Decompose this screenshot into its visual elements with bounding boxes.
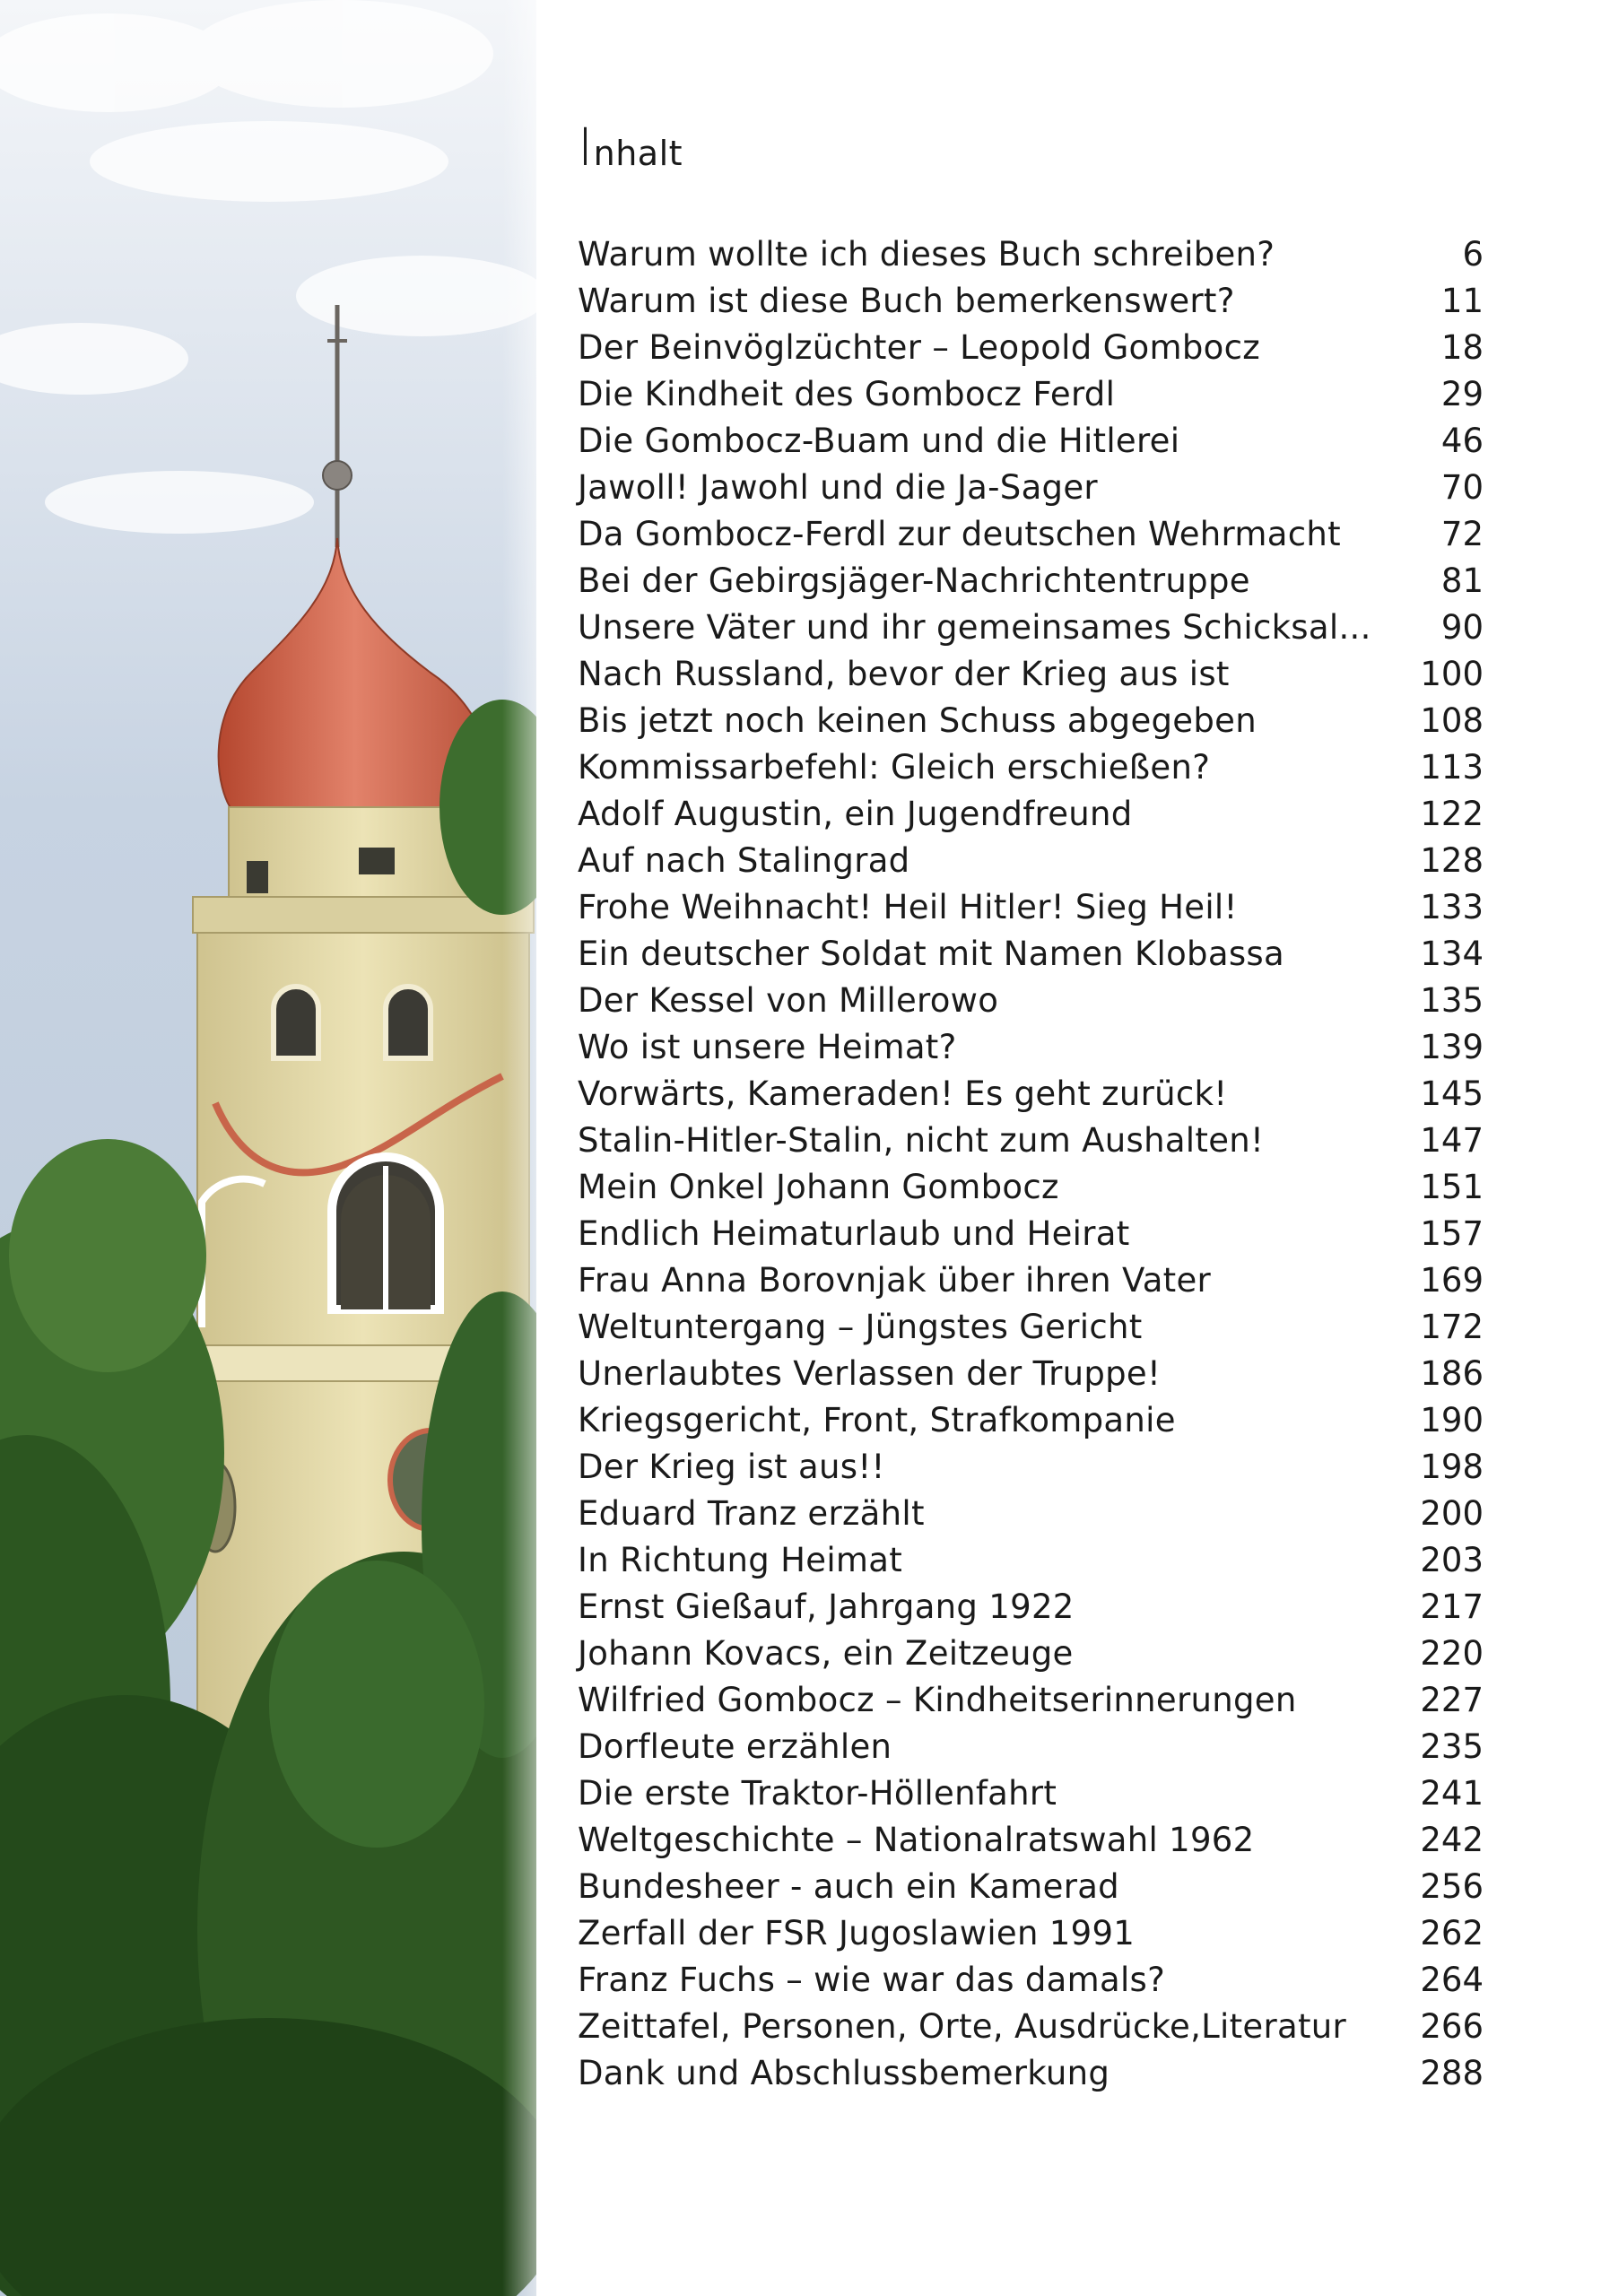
toc-entry-page: 145 [1420, 1074, 1484, 1113]
toc-entry-title: Frau Anna Borovnjak über ihren Vater [578, 1261, 1212, 1300]
toc-entry [578, 1024, 1484, 1071]
toc-entry [578, 325, 1484, 371]
toc-entry-page: 288 [1420, 2054, 1484, 2092]
toc-entry-title: Bis jetzt noch keinen Schuss abgegeben [578, 701, 1257, 740]
toc-entry-page: 169 [1420, 1261, 1484, 1300]
toc-entry [578, 231, 1484, 278]
toc-entry-title: Ein deutscher Soldat mit Namen Klobassa [578, 935, 1284, 973]
toc-entry-page: 262 [1420, 1914, 1484, 1952]
toc-entry-page: 217 [1420, 1587, 1484, 1626]
toc-entry-page: 172 [1420, 1308, 1484, 1346]
toc-entry-page: 242 [1420, 1821, 1484, 1859]
toc-entry [578, 2004, 1484, 2050]
page-title [578, 115, 1484, 179]
toc-entry-page: 203 [1420, 1541, 1484, 1579]
toc-entry [578, 1770, 1484, 1817]
toc-entry-page: 157 [1420, 1214, 1484, 1253]
toc-entry-page: 46 [1440, 422, 1484, 460]
toc-entry-page: 227 [1420, 1681, 1484, 1719]
toc-entry-page: 266 [1420, 2007, 1484, 2046]
toc-entry-title: Weltgeschichte – Nationalratswahl 1962 [578, 1821, 1255, 1859]
toc-entry-page: 122 [1420, 795, 1484, 833]
toc-entry-page: 11 [1440, 282, 1484, 320]
toc-entry [578, 978, 1484, 1024]
toc-entry-page: 100 [1420, 655, 1484, 693]
toc-entry [578, 278, 1484, 325]
toc-entry-title: Jawoll! Jawohl und die Ja-Sager [578, 468, 1098, 507]
toc-entry [578, 1864, 1484, 1910]
toc-entry-title: Unsere Väter und ihr gemeinsames Schicksal... [578, 608, 1371, 647]
toc-entry [578, 2050, 1484, 2097]
toc-entry-page: 134 [1420, 935, 1484, 973]
toc-entry-page: 70 [1440, 468, 1484, 507]
toc-entry-title: Stalin-Hitler-Stalin, nicht zum Aushalten! [578, 1121, 1265, 1160]
toc-entry [578, 1584, 1484, 1631]
toc-entry-page: 220 [1420, 1634, 1484, 1673]
toc-entry-page: 81 [1440, 561, 1484, 600]
toc-entry-title: Die erste Traktor-Höllenfahrt [578, 1774, 1057, 1813]
toc-entry [578, 1257, 1484, 1304]
toc-entry [578, 884, 1484, 931]
toc-entry [578, 838, 1484, 884]
toc-entry [578, 1677, 1484, 1724]
toc-entry-page: 198 [1420, 1448, 1484, 1486]
toc-entry-title: Bei der Gebirgsjäger-Nachrichtentruppe [578, 561, 1250, 600]
toc-entry-title: Wo ist unsere Heimat? [578, 1028, 957, 1066]
lantern-window [359, 848, 395, 874]
toc-entry-page: 135 [1420, 981, 1484, 1020]
toc-entry-title: Unerlaubtes Verlassen der Truppe! [578, 1354, 1162, 1393]
toc-entry [578, 604, 1484, 651]
toc-entry-title: Zeittafel, Personen, Orte, Ausdrücke,Literatur [578, 2007, 1347, 2046]
toc-entry [578, 1351, 1484, 1397]
toc-entry-title: Warum ist diese Buch bemerkenswert? [578, 282, 1235, 320]
toc-entry-page: 190 [1420, 1401, 1484, 1439]
church-tower-illustration [0, 0, 536, 2296]
toc-entry-title: Ernst Gießauf, Jahrgang 1922 [578, 1587, 1075, 1626]
toc-entry-page: 151 [1420, 1168, 1484, 1206]
toc-entry-page: 6 [1462, 235, 1484, 274]
toc-entry-title: Wilfried Gombocz – Kindheitserinnerungen [578, 1681, 1297, 1719]
toc-entry-page: 128 [1420, 841, 1484, 880]
toc-entry [578, 1444, 1484, 1491]
table-of-contents [578, 115, 1484, 2097]
toc-entry [578, 465, 1484, 511]
toc-entry [578, 1957, 1484, 2004]
toc-entry [578, 698, 1484, 744]
toc-entry-title: Kommissarbefehl: Gleich erschießen? [578, 748, 1211, 787]
toc-entry-title: Frohe Weihnacht! Heil Hitler! Sieg Heil! [578, 888, 1238, 926]
toc-entry [578, 1118, 1484, 1164]
toc-entry-page: 200 [1420, 1494, 1484, 1533]
toc-entry [578, 1164, 1484, 1211]
toc-entry-page: 139 [1420, 1028, 1484, 1066]
toc-entry [578, 418, 1484, 465]
toc-entry-title: Weltuntergang – Jüngstes Gericht [578, 1308, 1143, 1346]
toc-entry-title: Dorfleute erzählen [578, 1727, 892, 1766]
toc-entry [578, 1537, 1484, 1584]
toc-entry-title: In Richtung Heimat [578, 1541, 903, 1579]
toc-entry-page: 113 [1420, 748, 1484, 787]
toc-entry-page: 147 [1420, 1121, 1484, 1160]
toc-entry-title: Der Krieg ist aus!! [578, 1448, 885, 1486]
toc-entry-title: Zerfall der FSR Jugoslawien 1991 [578, 1914, 1136, 1952]
toc-entry [578, 651, 1484, 698]
toc-entry-title: Auf nach Stalingrad [578, 841, 910, 880]
toc-entry-page: 256 [1420, 1867, 1484, 1906]
toc-entry-page: 90 [1440, 608, 1484, 647]
toc-entry-title: Johann Kovacs, ein Zeitzeuge [578, 1634, 1074, 1673]
toc-entry-page: 186 [1420, 1354, 1484, 1393]
toc-entry-page: 133 [1420, 888, 1484, 926]
toc-entry-title: Endlich Heimaturlaub und Heirat [578, 1214, 1130, 1253]
toc-entry-title: Vorwärts, Kameraden! Es geht zurück! [578, 1074, 1228, 1113]
toc-entry-title: Dank und Abschlussbemerkung [578, 2054, 1110, 2092]
toc-entry-title: Nach Russland, bevor der Krieg aus ist [578, 655, 1230, 693]
toc-entry-title: Bundesheer - auch ein Kamerad [578, 1867, 1119, 1906]
toc-entry [578, 1724, 1484, 1770]
toc-entry-title: Franz Fuchs – wie war das damals? [578, 1961, 1166, 1999]
title-initial: I [578, 117, 594, 178]
toc-entry-title: Kriegsgericht, Front, Strafkompanie [578, 1401, 1176, 1439]
toc-entry-title: Da Gombocz-Ferdl zur deutschen Wehrmacht [578, 515, 1341, 553]
toc-entry [578, 1304, 1484, 1351]
toc-entry [578, 1211, 1484, 1257]
title-rest: nhalt [593, 134, 683, 173]
toc-entry-page: 108 [1420, 701, 1484, 740]
toc-entry [578, 1491, 1484, 1537]
toc-entry-title: Die Gombocz-Buam und die Hitlerei [578, 422, 1180, 460]
toc-entry [578, 1397, 1484, 1444]
toc-entry [578, 511, 1484, 558]
toc-entry [578, 791, 1484, 838]
toc-entry-title: Warum wollte ich dieses Buch schreiben? [578, 235, 1275, 274]
toc-entry [578, 1910, 1484, 1957]
toc-entry [578, 1631, 1484, 1677]
toc-entry-page: 18 [1440, 328, 1484, 367]
toc-entry [578, 1071, 1484, 1118]
church-tower-photo [0, 0, 536, 2296]
toc-entry-page: 29 [1440, 375, 1484, 413]
toc-entry-title: Der Beinvöglzüchter – Leopold Gombocz [578, 328, 1260, 367]
toc-entry-page: 72 [1440, 515, 1484, 553]
toc-entry-title: Die Kindheit des Gombocz Ferdl [578, 375, 1116, 413]
toc-entry-page: 264 [1420, 1961, 1484, 1999]
toc-entry-title: Adolf Augustin, ein Jugendfreund [578, 795, 1133, 833]
toc-entry [578, 1817, 1484, 1864]
toc-entry-page: 241 [1420, 1774, 1484, 1813]
toc-entries [578, 231, 1484, 2097]
toc-entry-title: Eduard Tranz erzählt [578, 1494, 925, 1533]
toc-entry-title: Der Kessel von Millerowo [578, 981, 999, 1020]
toc-entry-title: Mein Onkel Johann Gombocz [578, 1168, 1059, 1206]
toc-entry-page: 235 [1420, 1727, 1484, 1766]
toc-entry [578, 558, 1484, 604]
toc-entry [578, 371, 1484, 418]
toc-entry [578, 931, 1484, 978]
toc-entry [578, 744, 1484, 791]
photo-edge-fade [502, 0, 536, 2296]
